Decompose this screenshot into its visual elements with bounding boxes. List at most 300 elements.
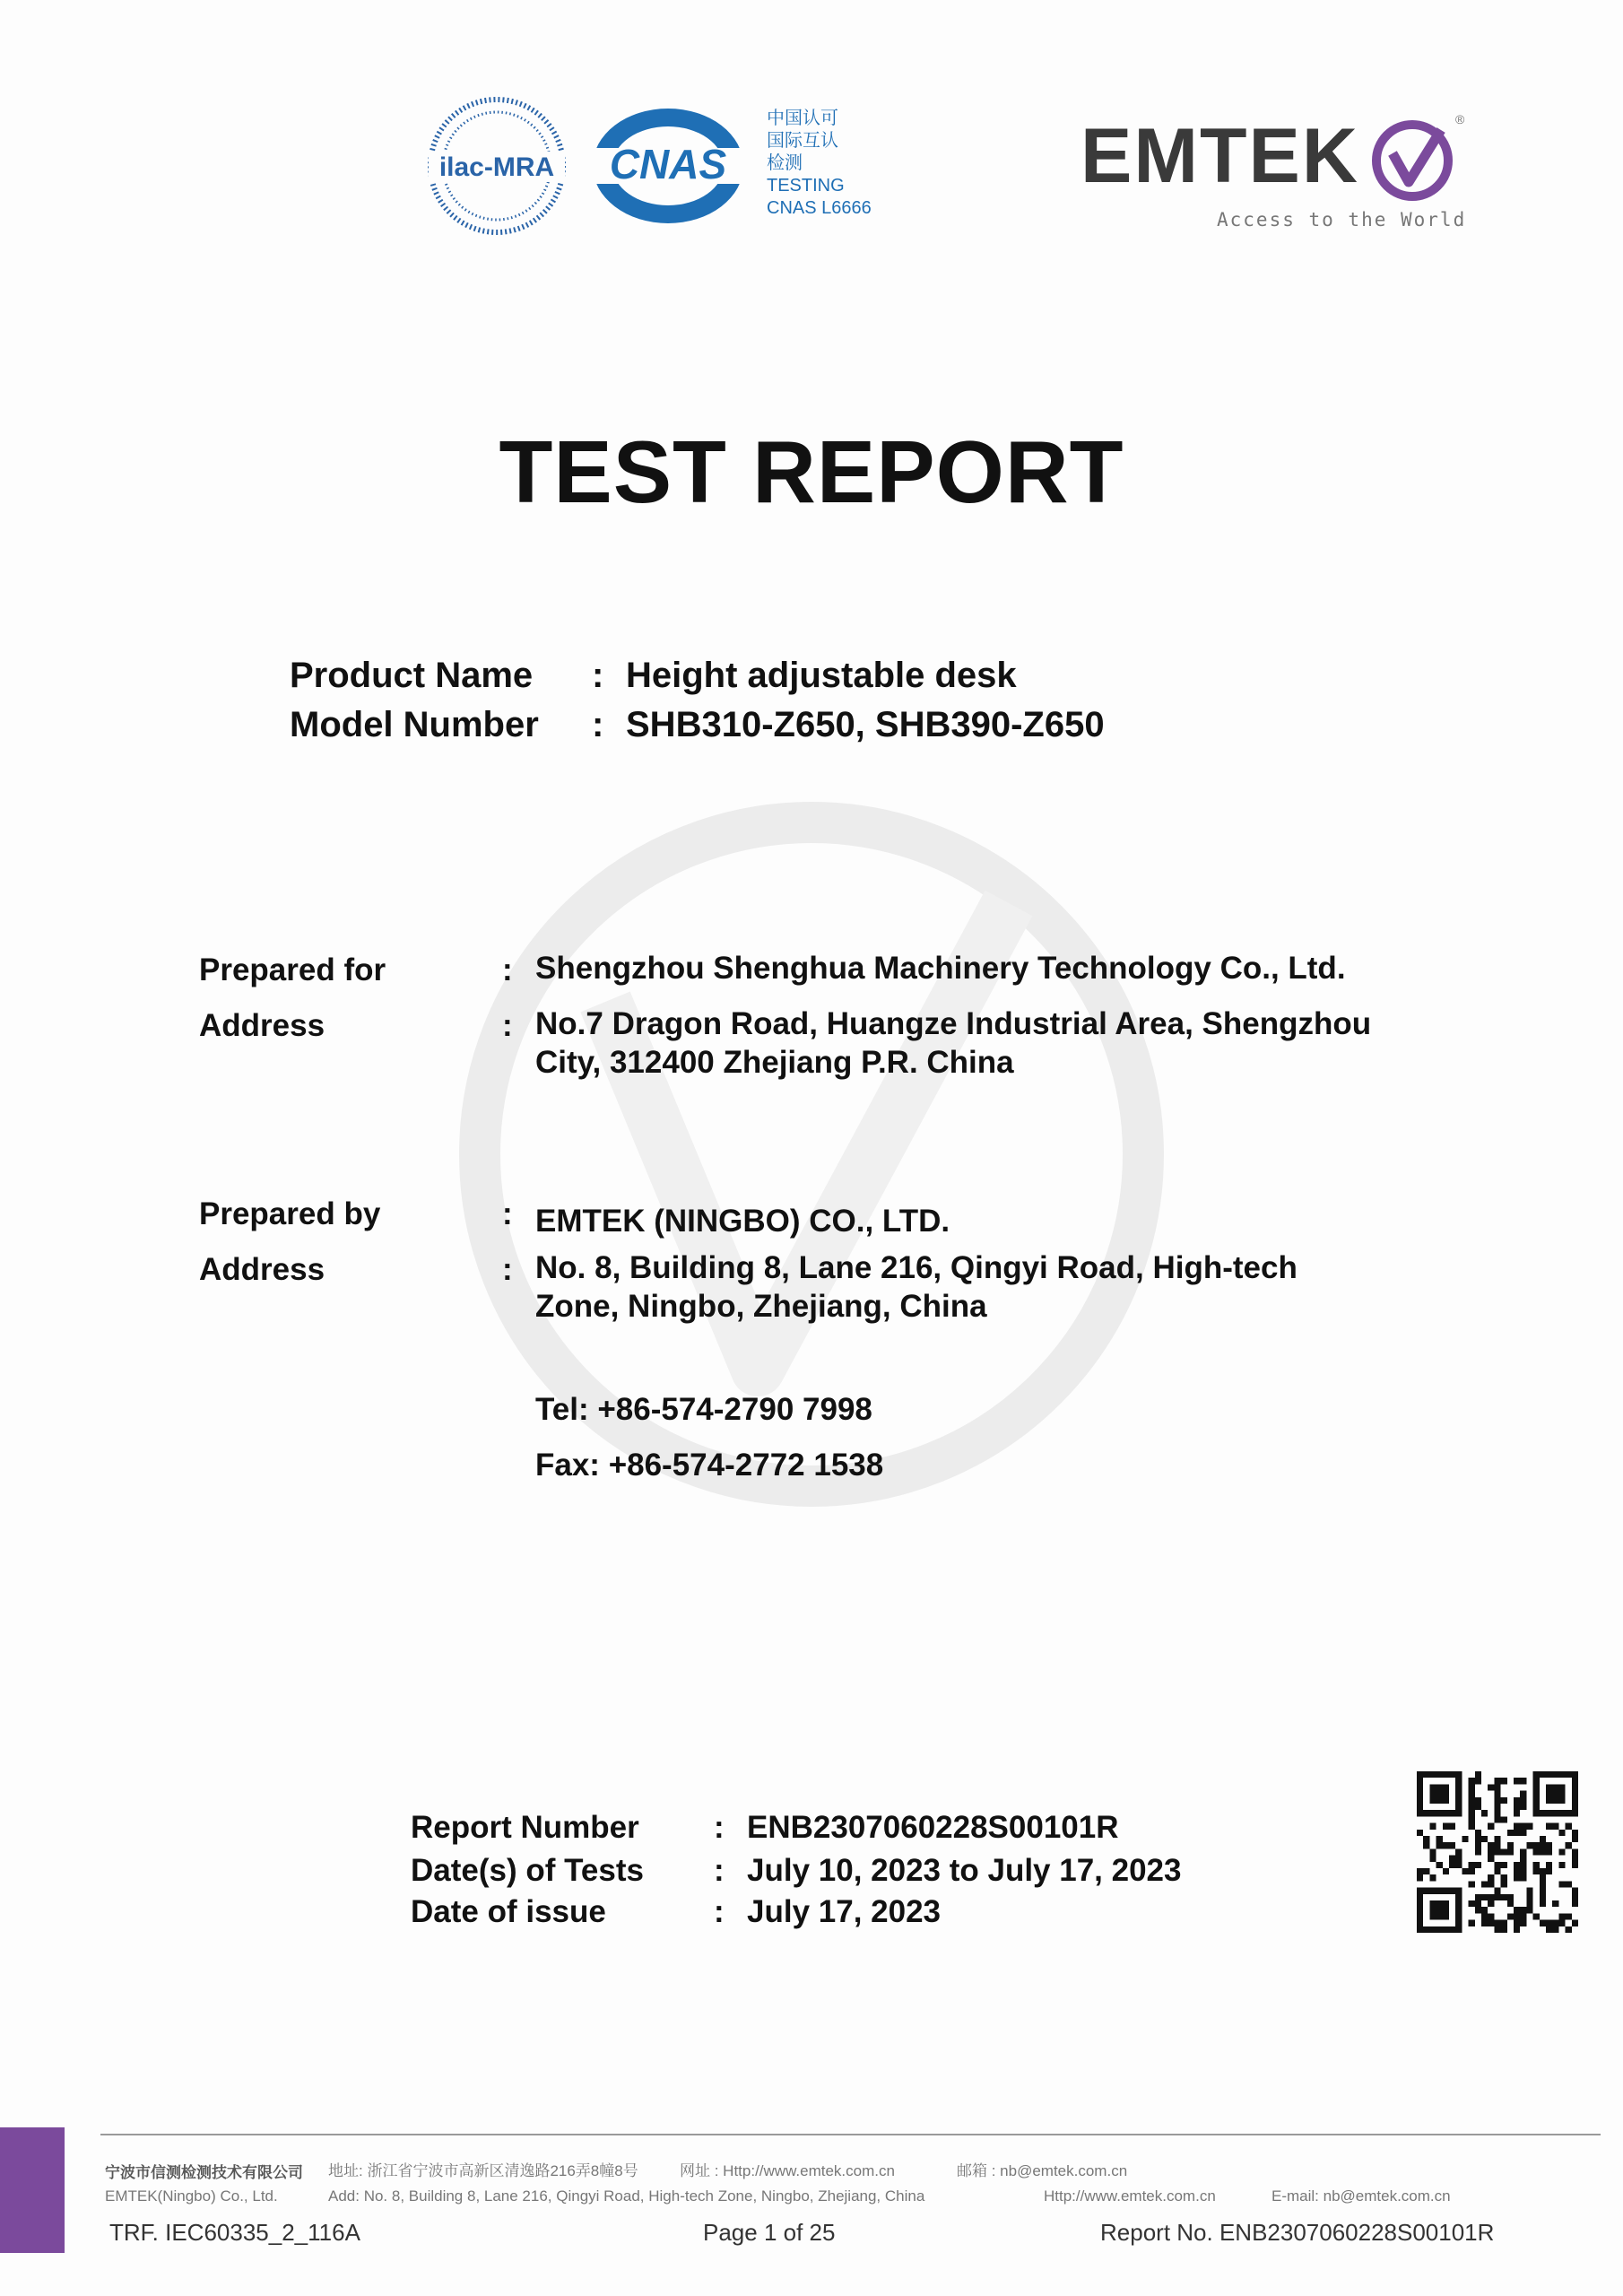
colon: : (592, 705, 604, 744)
qr-module (1469, 1823, 1475, 1830)
qr-module (1507, 1900, 1514, 1907)
qr-module (1526, 1900, 1532, 1907)
qr-module (1520, 1920, 1526, 1926)
qr-module (1533, 1810, 1540, 1816)
qr-module (1566, 1913, 1572, 1919)
qr-module (1449, 1926, 1455, 1933)
qr-module (1501, 1926, 1507, 1933)
product-name-label: Product Name (290, 656, 534, 695)
qr-module (1494, 1868, 1500, 1874)
qr-module (1514, 1913, 1520, 1919)
qr-code[interactable] (1417, 1771, 1578, 1933)
qr-module (1481, 1894, 1488, 1900)
colon: : (714, 1894, 725, 1929)
emtek-logo (1081, 112, 1467, 230)
qr-module (1546, 1784, 1552, 1790)
qr-module (1455, 1926, 1462, 1933)
qr-module (1429, 1791, 1436, 1797)
qr-module (1520, 1830, 1526, 1836)
qr-module (1546, 1868, 1552, 1874)
qr-module (1469, 1900, 1475, 1907)
qr-module (1558, 1810, 1565, 1816)
qr-module (1514, 1778, 1520, 1784)
qr-module (1455, 1778, 1462, 1784)
dates-of-tests-value: July 10, 2023 to July 17, 2023 (747, 1853, 1182, 1888)
qr-module (1443, 1888, 1449, 1894)
qr-module (1572, 1810, 1578, 1816)
qr-module (1514, 1862, 1520, 1868)
qr-module (1546, 1920, 1552, 1926)
footer-website-en: Http://www.emtek.com.cn (1044, 2187, 1216, 2205)
qr-module (1488, 1874, 1494, 1881)
cnas-logo (587, 103, 749, 229)
qr-module (1572, 1856, 1578, 1862)
qr-module (1429, 1888, 1436, 1894)
qr-module (1417, 1874, 1423, 1881)
qr-module (1514, 1830, 1520, 1836)
footer-company-en: EMTEK(Ningbo) Co., Ltd. (105, 2187, 278, 2205)
qr-module (1514, 1804, 1520, 1810)
qr-module (1462, 1868, 1468, 1874)
tel-number: Tel: +86-574-2790 7998 (535, 1392, 872, 1427)
qr-module (1540, 1848, 1546, 1855)
emtek-logo-text: EMTEK (1081, 113, 1359, 199)
footer-trf: TRF. IEC60335_2_116A (109, 2219, 360, 2246)
cnas-line-3: 检测 (767, 153, 803, 173)
qr-module (1566, 1881, 1572, 1887)
qr-module (1417, 1920, 1423, 1926)
qr-module (1546, 1771, 1552, 1778)
colon: : (714, 1853, 725, 1888)
qr-module (1449, 1856, 1455, 1862)
qr-module (1526, 1823, 1532, 1830)
qr-module (1494, 1810, 1500, 1816)
qr-module (1533, 1784, 1540, 1790)
qr-module (1455, 1913, 1462, 1919)
qr-module (1566, 1823, 1572, 1830)
qr-module (1417, 1830, 1423, 1836)
qr-module (1475, 1842, 1481, 1848)
dates-of-tests-label: Date(s) of Tests (411, 1853, 644, 1888)
qr-module (1520, 1797, 1526, 1804)
qr-module (1533, 1862, 1540, 1868)
qr-module (1533, 1778, 1540, 1784)
qr-module (1469, 1816, 1475, 1822)
qr-module (1540, 1868, 1546, 1874)
qr-module (1417, 1778, 1423, 1784)
qr-module (1540, 1810, 1546, 1816)
qr-module (1520, 1848, 1526, 1855)
qr-module (1423, 1868, 1429, 1874)
qr-module (1481, 1920, 1488, 1926)
qr-module (1436, 1810, 1443, 1816)
qr-module (1436, 1913, 1443, 1919)
colon: : (592, 656, 604, 695)
qr-module (1481, 1881, 1488, 1887)
qr-module (1455, 1797, 1462, 1804)
qr-module (1572, 1797, 1578, 1804)
qr-module (1417, 1868, 1423, 1874)
qr-module (1469, 1804, 1475, 1810)
qr-module (1540, 1920, 1546, 1926)
qr-module (1429, 1784, 1436, 1790)
qr-module (1501, 1816, 1507, 1822)
qr-module (1475, 1797, 1481, 1804)
qr-module (1417, 1913, 1423, 1919)
footer-email-cn: 邮箱 : nb@emtek.com.cn (957, 2162, 1128, 2179)
qr-module (1481, 1810, 1488, 1816)
qr-module (1501, 1778, 1507, 1784)
qr-module (1429, 1848, 1436, 1855)
address-label: Address (199, 1252, 325, 1287)
qr-module (1572, 1804, 1578, 1810)
qr-module (1558, 1920, 1565, 1926)
qr-module (1423, 1926, 1429, 1933)
qr-module (1488, 1842, 1494, 1848)
qr-module (1455, 1791, 1462, 1797)
qr-module (1429, 1900, 1436, 1907)
qr-module (1558, 1830, 1565, 1836)
qr-module (1533, 1797, 1540, 1804)
qr-module (1514, 1920, 1520, 1926)
qr-module (1429, 1926, 1436, 1933)
product-name-value: Height adjustable desk (626, 656, 1017, 695)
qr-module (1455, 1784, 1462, 1790)
qr-module (1514, 1823, 1520, 1830)
qr-module (1572, 1830, 1578, 1836)
qr-module (1417, 1791, 1423, 1797)
qr-module (1572, 1888, 1578, 1894)
qr-module (1558, 1797, 1565, 1804)
colon: : (502, 952, 513, 987)
qr-module (1572, 1848, 1578, 1855)
qr-module (1455, 1907, 1462, 1913)
qr-module (1558, 1771, 1565, 1778)
qr-module (1455, 1856, 1462, 1862)
qr-module (1481, 1836, 1488, 1842)
qr-module (1469, 1797, 1475, 1804)
fax-number: Fax: +86-574-2772 1538 (535, 1448, 884, 1483)
qr-module (1572, 1894, 1578, 1900)
registered-mark: ® (1455, 112, 1465, 126)
qr-module (1494, 1836, 1500, 1842)
qr-module (1526, 1907, 1532, 1913)
qr-module (1552, 1784, 1558, 1790)
cnas-logo-text: CNAS (609, 141, 727, 187)
qr-module (1546, 1810, 1552, 1816)
qr-module (1501, 1874, 1507, 1881)
qr-module (1572, 1836, 1578, 1842)
qr-module (1488, 1881, 1494, 1887)
qr-module (1494, 1888, 1500, 1894)
qr-module (1566, 1810, 1572, 1816)
qr-module (1520, 1913, 1526, 1919)
qr-module (1572, 1784, 1578, 1790)
qr-module (1443, 1913, 1449, 1919)
qr-module (1488, 1848, 1494, 1855)
qr-module (1488, 1920, 1494, 1926)
qr-module (1546, 1926, 1552, 1933)
qr-module (1501, 1920, 1507, 1926)
qr-module (1546, 1823, 1552, 1830)
report-number-value: ENB2307060228S00101R (747, 1810, 1119, 1845)
colon: : (502, 1252, 513, 1287)
qr-module (1417, 1894, 1423, 1900)
qr-module (1417, 1907, 1423, 1913)
qr-module (1449, 1810, 1455, 1816)
qr-module (1494, 1816, 1500, 1822)
qr-module (1455, 1804, 1462, 1810)
qr-module (1552, 1823, 1558, 1830)
qr-module (1494, 1784, 1500, 1790)
qr-module (1443, 1823, 1449, 1830)
prepared-by-label: Prepared by (199, 1196, 381, 1231)
qr-module (1488, 1894, 1494, 1900)
qr-module (1423, 1842, 1429, 1848)
qr-module (1540, 1881, 1546, 1887)
qr-module (1469, 1784, 1475, 1790)
qr-module (1494, 1862, 1500, 1868)
qr-module (1552, 1920, 1558, 1926)
footer-address-en: Add: No. 8, Building 8, Lane 216, Qingyi Road, High-tech Zone, Ningbo, Zhejiang, China (328, 2187, 925, 2205)
qr-module (1572, 1791, 1578, 1797)
qr-module (1494, 1804, 1500, 1810)
footer-website-cn: 网址 : Http://www.emtek.com.cn (680, 2162, 895, 2179)
qr-module (1469, 1791, 1475, 1797)
qr-module (1417, 1926, 1423, 1933)
qr-module (1436, 1797, 1443, 1804)
qr-module (1429, 1874, 1436, 1881)
qr-module (1443, 1842, 1449, 1848)
qr-module (1526, 1894, 1532, 1900)
qr-module (1558, 1784, 1565, 1790)
qr-module (1507, 1848, 1514, 1855)
model-number-value: SHB310-Z650, SHB390-Z650 (626, 705, 1105, 744)
qr-module (1417, 1888, 1423, 1894)
prepared-by-value: EMTEK (NINGBO) CO., LTD. (535, 1204, 950, 1239)
qr-module (1475, 1778, 1481, 1784)
qr-module (1449, 1888, 1455, 1894)
qr-module (1520, 1868, 1526, 1874)
qr-module (1520, 1778, 1526, 1784)
qr-module (1526, 1842, 1532, 1848)
qr-module (1475, 1894, 1481, 1900)
model-number-label: Model Number (290, 705, 539, 744)
qr-module (1475, 1900, 1481, 1907)
qr-module (1558, 1862, 1565, 1868)
address-line-1: No. 8, Building 8, Lane 216, Qingyi Road, High-tech (535, 1250, 1298, 1285)
qr-module (1520, 1874, 1526, 1881)
qr-module (1417, 1810, 1423, 1816)
address-line-2: Zone, Ningbo, Zhejiang, China (535, 1289, 987, 1324)
qr-module (1494, 1842, 1500, 1848)
qr-module (1436, 1907, 1443, 1913)
qr-module (1488, 1900, 1494, 1907)
qr-module (1436, 1771, 1443, 1778)
ilac-mra-logo (425, 94, 568, 238)
date-of-issue-label: Date of issue (411, 1894, 606, 1929)
footer-address-cn: 地址: 浙江省宁波市高新区清逸路216弄8幢8号 (328, 2162, 638, 2179)
colon: : (502, 1008, 513, 1043)
qr-module (1540, 1771, 1546, 1778)
qr-module (1533, 1804, 1540, 1810)
qr-module (1520, 1856, 1526, 1862)
qr-module (1494, 1797, 1500, 1804)
qr-module (1494, 1778, 1500, 1784)
qr-module (1507, 1842, 1514, 1848)
cnas-line-5: CNAS L6666 (767, 198, 872, 218)
qr-module (1494, 1791, 1500, 1797)
qr-module (1501, 1881, 1507, 1887)
qr-module (1423, 1810, 1429, 1816)
qr-module (1566, 1771, 1572, 1778)
qr-module (1481, 1907, 1488, 1913)
ilac-logo-text: ilac-MRA (438, 152, 555, 182)
qr-module (1540, 1874, 1546, 1881)
qr-module (1488, 1856, 1494, 1862)
qr-module (1429, 1913, 1436, 1919)
qr-module (1455, 1862, 1462, 1868)
qr-module (1540, 1900, 1546, 1907)
qr-module (1475, 1830, 1481, 1836)
qr-module (1417, 1797, 1423, 1804)
qr-module (1436, 1791, 1443, 1797)
qr-module (1494, 1920, 1500, 1926)
qr-module (1572, 1920, 1578, 1926)
footer-accent-bar (0, 2127, 65, 2253)
cnas-line-1: 中国认可 (767, 109, 838, 128)
qr-module (1449, 1842, 1455, 1848)
qr-module (1546, 1797, 1552, 1804)
qr-module (1494, 1894, 1500, 1900)
qr-module (1552, 1926, 1558, 1933)
qr-module (1436, 1842, 1443, 1848)
emtek-check-icon (1369, 117, 1455, 204)
qr-module (1436, 1784, 1443, 1790)
qr-module (1417, 1900, 1423, 1907)
qr-module (1469, 1881, 1475, 1887)
qr-module (1443, 1810, 1449, 1816)
qr-module (1443, 1797, 1449, 1804)
qr-module (1526, 1888, 1532, 1894)
qr-module (1566, 1842, 1572, 1848)
qr-module (1423, 1836, 1429, 1842)
qr-module (1540, 1836, 1546, 1842)
prepared-for-value: Shengzhou Shenghua Machinery Technology Co., Ltd. (535, 951, 1346, 986)
qr-module (1436, 1836, 1443, 1842)
qr-module (1429, 1907, 1436, 1913)
qr-module (1429, 1771, 1436, 1778)
qr-module (1455, 1771, 1462, 1778)
qr-module (1540, 1894, 1546, 1900)
qr-module (1455, 1920, 1462, 1926)
qr-module (1507, 1913, 1514, 1919)
prepared-for-label: Prepared for (199, 952, 386, 987)
qr-module (1546, 1842, 1552, 1848)
qr-module (1436, 1888, 1443, 1894)
qr-module (1443, 1791, 1449, 1797)
colon: : (714, 1810, 725, 1845)
address-line-2: City, 312400 Zhejiang P.R. China (535, 1045, 1014, 1080)
qr-module (1449, 1862, 1455, 1868)
qr-module (1469, 1778, 1475, 1784)
cnas-line-2: 国际互认 (767, 131, 838, 151)
qr-module (1552, 1810, 1558, 1816)
qr-module (1429, 1856, 1436, 1862)
qr-module (1572, 1862, 1578, 1868)
qr-module (1443, 1784, 1449, 1790)
qr-module (1494, 1926, 1500, 1933)
qr-module (1546, 1862, 1552, 1868)
qr-module (1449, 1823, 1455, 1830)
qr-module (1475, 1771, 1481, 1778)
qr-module (1533, 1771, 1540, 1778)
qr-module (1501, 1797, 1507, 1804)
footer-report-number: Report No. ENB2307060228S00101R (1100, 2219, 1495, 2246)
qr-module (1429, 1797, 1436, 1804)
qr-module (1520, 1791, 1526, 1797)
qr-module (1455, 1900, 1462, 1907)
qr-module (1417, 1771, 1423, 1778)
qr-module (1455, 1888, 1462, 1894)
qr-module (1520, 1907, 1526, 1913)
qr-module (1475, 1836, 1481, 1842)
qr-module (1429, 1823, 1436, 1830)
report-number-label: Report Number (411, 1810, 639, 1845)
qr-module (1443, 1771, 1449, 1778)
qr-module (1417, 1784, 1423, 1790)
page-title: TEST REPORT (499, 422, 1124, 521)
qr-module (1533, 1848, 1540, 1855)
qr-module (1572, 1771, 1578, 1778)
qr-module (1558, 1848, 1565, 1855)
qr-module (1552, 1791, 1558, 1797)
qr-module (1507, 1830, 1514, 1836)
qr-module (1475, 1862, 1481, 1868)
qr-module (1566, 1926, 1572, 1933)
qr-module (1443, 1907, 1449, 1913)
date-of-issue-value: July 17, 2023 (747, 1894, 941, 1929)
qr-module (1436, 1862, 1443, 1868)
qr-module (1514, 1810, 1520, 1816)
qr-module (1423, 1771, 1429, 1778)
qr-module (1514, 1907, 1520, 1913)
qr-module (1469, 1920, 1475, 1926)
qr-module (1546, 1791, 1552, 1797)
qr-module (1455, 1894, 1462, 1900)
footer-email-en: E-mail: nb@emtek.com.cn (1271, 2187, 1451, 2205)
qr-module (1514, 1926, 1520, 1933)
qr-module (1558, 1791, 1565, 1797)
address-line-1: No.7 Dragon Road, Huangze Industrial Area, Shengzhou (535, 1006, 1372, 1041)
qr-module (1572, 1900, 1578, 1907)
qr-module (1533, 1791, 1540, 1797)
qr-module (1514, 1868, 1520, 1874)
qr-module (1443, 1926, 1449, 1933)
emtek-tagline: Access to the World (1217, 209, 1467, 230)
qr-module (1469, 1810, 1475, 1816)
qr-module (1558, 1881, 1565, 1887)
qr-module (1520, 1823, 1526, 1830)
qr-module (1455, 1810, 1462, 1816)
footer-company-cn: 宁波市信测检测技术有限公司 (105, 2164, 303, 2181)
footer-divider (100, 2134, 1601, 2135)
qr-module (1469, 1868, 1475, 1874)
qr-module (1533, 1913, 1540, 1919)
qr-module (1443, 1900, 1449, 1907)
qr-module (1552, 1797, 1558, 1804)
qr-module (1533, 1868, 1540, 1874)
